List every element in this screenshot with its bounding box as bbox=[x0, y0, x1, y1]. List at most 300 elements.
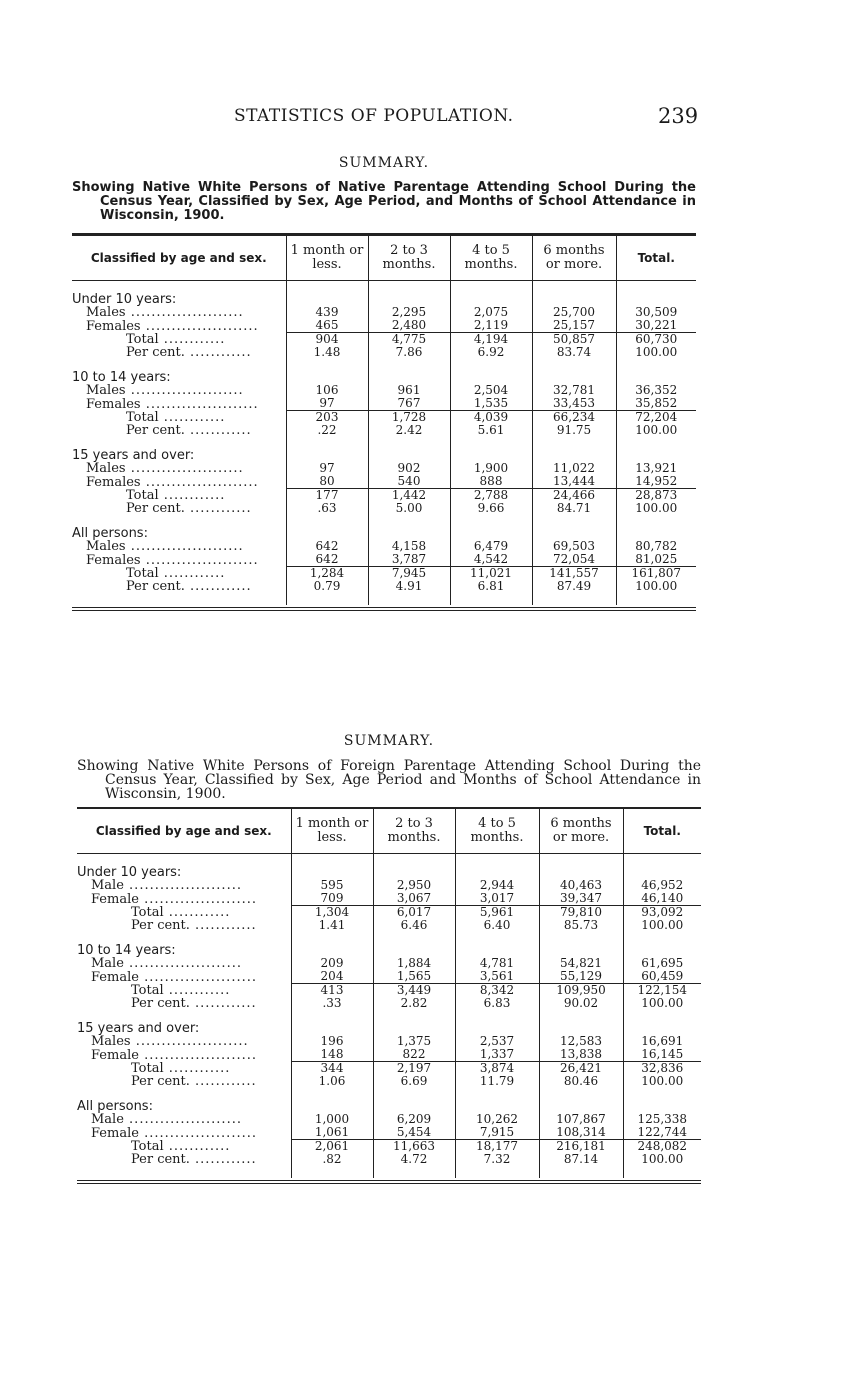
row-label-text: Total bbox=[126, 332, 159, 347]
row-label bbox=[77, 919, 291, 932]
spacer-cell bbox=[450, 437, 532, 449]
row-label bbox=[77, 879, 291, 892]
table-row bbox=[77, 1035, 701, 1048]
row-label bbox=[77, 1035, 291, 1048]
row-label-text: Total bbox=[126, 566, 159, 581]
table-row bbox=[77, 1048, 701, 1062]
table-cell: 4,039 bbox=[450, 411, 532, 425]
spacer-cell bbox=[291, 1010, 373, 1022]
table-cell: 4,775 bbox=[368, 333, 450, 347]
table-cell: 204 bbox=[291, 970, 373, 984]
table-cell: 3,561 bbox=[455, 970, 539, 984]
table-description: Showing Native White Persons of Foreign Parentage Attending School During the Census Year, Classified by Sex, Age Period and Months of School Attendance in Wisconsin, 1900. bbox=[77, 758, 701, 802]
table-row bbox=[72, 384, 696, 397]
table-cell: 2.42 bbox=[368, 424, 450, 437]
spacer-row bbox=[72, 515, 696, 527]
spacer-cell bbox=[368, 281, 450, 294]
table-cell: 106 bbox=[286, 384, 368, 397]
table-cell: 902 bbox=[368, 462, 450, 475]
table-cell: 3,787 bbox=[368, 553, 450, 567]
column-header: 1 month or less. bbox=[286, 236, 368, 281]
spacer-cell bbox=[373, 854, 455, 867]
table-cell: 465 bbox=[286, 319, 368, 333]
row-label-text: Per cent. bbox=[131, 1152, 190, 1167]
table-cell: 91.75 bbox=[532, 424, 616, 437]
row-label-text: Females bbox=[86, 474, 141, 490]
row-label-text: Total bbox=[126, 410, 159, 425]
leader-dots: ...................... bbox=[125, 305, 244, 320]
column-header: 2 to 3 months. bbox=[368, 236, 450, 281]
spacer-cell bbox=[539, 932, 623, 944]
spacer-cell bbox=[616, 437, 696, 449]
leader-dots: ............ bbox=[189, 1074, 257, 1089]
spacer-cell bbox=[532, 515, 616, 527]
data-table bbox=[72, 236, 696, 605]
row-label-text: Total bbox=[131, 983, 164, 998]
row-label-text: Female bbox=[91, 891, 139, 907]
table-cell: 60,730 bbox=[616, 333, 696, 347]
row-label-text: Total bbox=[131, 1061, 164, 1076]
spacer-cell bbox=[373, 1088, 455, 1100]
table-cell: 55,129 bbox=[539, 970, 623, 984]
table-cell: 100.00 bbox=[616, 346, 696, 359]
table-cell: 13,921 bbox=[616, 462, 696, 475]
table-cell: 12,583 bbox=[539, 1035, 623, 1048]
row-label-text: Per cent. bbox=[131, 1074, 190, 1089]
group-label: 15 years and over: bbox=[72, 448, 195, 463]
table-cell: 2,537 bbox=[455, 1035, 539, 1048]
row-label-text: Males bbox=[86, 305, 126, 320]
table-heading: SUMMARY. bbox=[338, 155, 430, 171]
table-cell: 11,663 bbox=[373, 1140, 455, 1154]
row-label-text: Female bbox=[91, 1125, 139, 1141]
row-label bbox=[72, 580, 286, 593]
row-label bbox=[77, 1062, 291, 1076]
spacer-cell bbox=[450, 359, 532, 371]
leader-dots: ............ bbox=[184, 423, 252, 438]
table-cell: 8,342 bbox=[455, 984, 539, 998]
leader-dots: ............ bbox=[189, 918, 257, 933]
table-cell: 16,691 bbox=[623, 1035, 701, 1048]
table-cell: 69,503 bbox=[532, 540, 616, 553]
column-header: Total. bbox=[623, 809, 701, 854]
spacer-cell bbox=[373, 932, 455, 944]
leader-dots: ...................... bbox=[123, 1112, 242, 1127]
row-label bbox=[77, 1140, 291, 1154]
table-cell: 7.86 bbox=[368, 346, 450, 359]
spacer-cell bbox=[368, 515, 450, 527]
percent-row bbox=[72, 502, 696, 515]
table-cell: 66,234 bbox=[532, 411, 616, 425]
data-table bbox=[77, 809, 701, 1178]
total-row bbox=[72, 333, 696, 347]
table-cell: 4,781 bbox=[455, 957, 539, 970]
page-header bbox=[0, 106, 859, 132]
column-header: 6 months or more. bbox=[532, 236, 616, 281]
total-row bbox=[72, 489, 696, 503]
spacer-cell bbox=[291, 1166, 373, 1178]
table-cell: 100.00 bbox=[616, 580, 696, 593]
row-label bbox=[72, 462, 286, 475]
table-cell: 2,480 bbox=[368, 319, 450, 333]
table-cell: .63 bbox=[286, 502, 368, 515]
row-label bbox=[72, 424, 286, 437]
table-cell: 2,119 bbox=[450, 319, 532, 333]
leader-dots: ...................... bbox=[138, 891, 257, 907]
row-label bbox=[72, 411, 286, 425]
table-cell: 709 bbox=[291, 892, 373, 906]
bottom-rule bbox=[72, 607, 696, 611]
row-label-text: Females bbox=[86, 552, 141, 568]
table-cell: 961 bbox=[368, 384, 450, 397]
row-label bbox=[72, 319, 286, 333]
table-cell: 141,557 bbox=[532, 567, 616, 581]
leader-dots: ...................... bbox=[125, 539, 244, 554]
table-cell: 2,197 bbox=[373, 1062, 455, 1076]
row-label-text: Males bbox=[91, 1034, 131, 1049]
bottom-rule bbox=[77, 1180, 701, 1184]
row-label bbox=[72, 540, 286, 553]
table-cell: 83.74 bbox=[532, 346, 616, 359]
table-cell: 344 bbox=[291, 1062, 373, 1076]
row-label-text: Total bbox=[131, 905, 164, 920]
percent-row bbox=[77, 919, 701, 932]
row-label bbox=[72, 567, 286, 581]
leader-dots: ...................... bbox=[123, 878, 242, 893]
table-cell: 1,442 bbox=[368, 489, 450, 503]
total-row bbox=[77, 984, 701, 998]
leader-dots: ............ bbox=[158, 566, 226, 581]
total-row bbox=[72, 567, 696, 581]
spacer-cell bbox=[286, 359, 368, 371]
spacer-cell bbox=[286, 515, 368, 527]
table-row bbox=[77, 957, 701, 970]
row-label bbox=[72, 502, 286, 515]
percent-row bbox=[77, 1075, 701, 1088]
row-label bbox=[77, 1126, 291, 1140]
table-cell: 33,453 bbox=[532, 397, 616, 411]
table-cell: 2,075 bbox=[450, 306, 532, 319]
row-label bbox=[77, 1048, 291, 1062]
spacer-cell bbox=[532, 359, 616, 371]
row-label-text: Per cent. bbox=[126, 501, 185, 516]
spacer-cell bbox=[539, 854, 623, 867]
leader-dots: ............ bbox=[158, 332, 226, 347]
table-cell: 72,204 bbox=[616, 411, 696, 425]
table-cell: 46,952 bbox=[623, 879, 701, 892]
total-row bbox=[77, 1062, 701, 1076]
leader-dots: ...................... bbox=[138, 1047, 257, 1063]
header-row bbox=[72, 236, 696, 281]
table-cell: 2,061 bbox=[291, 1140, 373, 1154]
table-cell: 11.79 bbox=[455, 1075, 539, 1088]
row-label-text: Male bbox=[91, 956, 124, 971]
table-cell: 1.48 bbox=[286, 346, 368, 359]
table-cell: 177 bbox=[286, 489, 368, 503]
table-cell: 1,535 bbox=[450, 397, 532, 411]
row-label bbox=[77, 1075, 291, 1088]
spacer-row bbox=[72, 593, 696, 605]
row-label-text: Males bbox=[86, 539, 126, 554]
row-label bbox=[77, 1113, 291, 1126]
table-cell: 30,221 bbox=[616, 319, 696, 333]
table-cell: 7.32 bbox=[455, 1153, 539, 1166]
table-cell: 60,459 bbox=[623, 970, 701, 984]
table-cell: 100.00 bbox=[623, 997, 701, 1010]
table-cell: 5,454 bbox=[373, 1126, 455, 1140]
table-cell: 18,177 bbox=[455, 1140, 539, 1154]
table-cell: 5,961 bbox=[455, 906, 539, 920]
table-cell: 767 bbox=[368, 397, 450, 411]
table-cell: 196 bbox=[291, 1035, 373, 1048]
row-label-header: Classified by age and sex. bbox=[72, 236, 286, 281]
table-cell: 80 bbox=[286, 475, 368, 489]
row-label-text: Per cent. bbox=[126, 423, 185, 438]
table-cell: 5.00 bbox=[368, 502, 450, 515]
row-label-text: Per cent. bbox=[126, 345, 185, 360]
table-cell: 11,022 bbox=[532, 462, 616, 475]
column-header: 6 months or more. bbox=[539, 809, 623, 854]
row-label bbox=[77, 970, 291, 984]
table-cell: 6.69 bbox=[373, 1075, 455, 1088]
leader-dots: ............ bbox=[184, 501, 252, 516]
spacer-cell bbox=[532, 281, 616, 294]
table-cell: 203 bbox=[286, 411, 368, 425]
table-cell: 216,181 bbox=[539, 1140, 623, 1154]
table-cell: 148 bbox=[291, 1048, 373, 1062]
table-cell: 2,504 bbox=[450, 384, 532, 397]
table-cell: 25,700 bbox=[532, 306, 616, 319]
table-cell: 1,284 bbox=[286, 567, 368, 581]
table-cell: 107,867 bbox=[539, 1113, 623, 1126]
spacer-cell bbox=[455, 854, 539, 867]
leader-dots: ............ bbox=[184, 345, 252, 360]
table-cell: 4.72 bbox=[373, 1153, 455, 1166]
table-cell: 7,945 bbox=[368, 567, 450, 581]
total-row bbox=[77, 1140, 701, 1154]
leader-dots: ............ bbox=[163, 905, 231, 920]
row-label-header: Classified by age and sex. bbox=[77, 809, 291, 854]
spacer-cell bbox=[450, 281, 532, 294]
table-cell: 100.00 bbox=[616, 424, 696, 437]
spacer-cell bbox=[623, 1088, 701, 1100]
table-cell: 46,140 bbox=[623, 892, 701, 906]
row-label bbox=[72, 397, 286, 411]
table-cell: 1,304 bbox=[291, 906, 373, 920]
column-header: 2 to 3 months. bbox=[373, 809, 455, 854]
group-label: All persons: bbox=[72, 526, 148, 541]
table-cell: 10,262 bbox=[455, 1113, 539, 1126]
table-cell: 9.66 bbox=[450, 502, 532, 515]
spacer-cell bbox=[532, 437, 616, 449]
spacer-cell bbox=[286, 281, 368, 294]
spacer-cell bbox=[539, 1166, 623, 1178]
table-cell: 100.00 bbox=[623, 1075, 701, 1088]
table-row bbox=[77, 970, 701, 984]
table-cell: 13,838 bbox=[539, 1048, 623, 1062]
leader-dots: ............ bbox=[163, 1139, 231, 1154]
table-cell: 16,145 bbox=[623, 1048, 701, 1062]
spacer-cell bbox=[623, 854, 701, 867]
percent-row bbox=[72, 580, 696, 593]
table-row bbox=[72, 462, 696, 475]
table-cell: 50,857 bbox=[532, 333, 616, 347]
table-cell: 1,900 bbox=[450, 462, 532, 475]
row-label-text: Total bbox=[126, 488, 159, 503]
row-label bbox=[77, 997, 291, 1010]
leader-dots: ............ bbox=[163, 983, 231, 998]
table-cell: .22 bbox=[286, 424, 368, 437]
spacer-cell bbox=[450, 515, 532, 527]
table-row bbox=[72, 553, 696, 567]
table-cell: 40,463 bbox=[539, 879, 623, 892]
row-label-text: Per cent. bbox=[131, 996, 190, 1011]
table-cell: 25,157 bbox=[532, 319, 616, 333]
table-cell: 209 bbox=[291, 957, 373, 970]
table-cell: 248,082 bbox=[623, 1140, 701, 1154]
row-label bbox=[72, 333, 286, 347]
table-cell: 540 bbox=[368, 475, 450, 489]
row-label bbox=[72, 306, 286, 319]
spacer-cell bbox=[616, 359, 696, 371]
table-cell: 642 bbox=[286, 540, 368, 553]
table-cell: 2,295 bbox=[368, 306, 450, 319]
leader-dots: ............ bbox=[158, 488, 226, 503]
spacer-cell bbox=[455, 1010, 539, 1022]
table-cell: 2,788 bbox=[450, 489, 532, 503]
table-cell: 6,479 bbox=[450, 540, 532, 553]
table-cell: 39,347 bbox=[539, 892, 623, 906]
leader-dots: ...................... bbox=[138, 1125, 257, 1141]
spacer-cell bbox=[286, 593, 368, 605]
table-cell: 4,542 bbox=[450, 553, 532, 567]
table-row bbox=[72, 475, 696, 489]
spacer-cell bbox=[291, 932, 373, 944]
table-cell: 81,025 bbox=[616, 553, 696, 567]
spacer-cell bbox=[539, 1088, 623, 1100]
row-label bbox=[77, 906, 291, 920]
table-cell: 5.61 bbox=[450, 424, 532, 437]
column-header: 4 to 5 months. bbox=[450, 236, 532, 281]
leader-dots: ...................... bbox=[138, 969, 257, 985]
table-cell: 28,873 bbox=[616, 489, 696, 503]
row-label-text: Female bbox=[91, 969, 139, 985]
table-cell: 888 bbox=[450, 475, 532, 489]
spacer-cell bbox=[373, 1010, 455, 1022]
table-cell: 13,444 bbox=[532, 475, 616, 489]
row-label-text: Females bbox=[86, 396, 141, 412]
table-cell: 6.83 bbox=[455, 997, 539, 1010]
table-cell: 3,067 bbox=[373, 892, 455, 906]
group-label: Under 10 years: bbox=[77, 865, 182, 880]
spacer-cell bbox=[291, 854, 373, 867]
group-label: 15 years and over: bbox=[77, 1021, 200, 1036]
total-row bbox=[77, 906, 701, 920]
percent-row bbox=[72, 346, 696, 359]
row-label-text: Male bbox=[91, 878, 124, 893]
leader-dots: ...................... bbox=[125, 383, 244, 398]
spacer-cell bbox=[455, 1166, 539, 1178]
table-row bbox=[72, 397, 696, 411]
table-cell: 100.00 bbox=[623, 1153, 701, 1166]
leader-dots: ...................... bbox=[140, 396, 259, 412]
table-cell: 439 bbox=[286, 306, 368, 319]
table-cell: 4,194 bbox=[450, 333, 532, 347]
table-cell: 904 bbox=[286, 333, 368, 347]
table-cell: 108,314 bbox=[539, 1126, 623, 1140]
table-heading: SUMMARY. bbox=[343, 733, 435, 749]
row-label-text: Per cent. bbox=[126, 579, 185, 594]
group-label: Under 10 years: bbox=[72, 292, 177, 307]
leader-dots: ............ bbox=[163, 1061, 231, 1076]
spacer-cell bbox=[532, 593, 616, 605]
spacer-cell bbox=[72, 593, 286, 605]
percent-row bbox=[77, 997, 701, 1010]
table-cell: 0.79 bbox=[286, 580, 368, 593]
row-label-text: Females bbox=[86, 318, 141, 334]
leader-dots: ...................... bbox=[130, 1034, 249, 1049]
spacer-cell bbox=[455, 932, 539, 944]
group-label: 10 to 14 years: bbox=[77, 943, 176, 958]
table-cell: 4,158 bbox=[368, 540, 450, 553]
table-cell: 87.49 bbox=[532, 580, 616, 593]
group-label: 10 to 14 years: bbox=[72, 370, 171, 385]
summary-table-foreign-parentage bbox=[77, 733, 701, 1184]
leader-dots: ............ bbox=[189, 996, 257, 1011]
spacer-cell bbox=[616, 281, 696, 294]
table-cell: 30,509 bbox=[616, 306, 696, 319]
row-label-text: Per cent. bbox=[131, 918, 190, 933]
table-cell: 1,061 bbox=[291, 1126, 373, 1140]
table-row bbox=[77, 1113, 701, 1126]
table-cell: 2,944 bbox=[455, 879, 539, 892]
table-cell: 595 bbox=[291, 879, 373, 892]
table-cell: 100.00 bbox=[623, 919, 701, 932]
row-label-text: Males bbox=[86, 461, 126, 476]
table-cell: 90.02 bbox=[539, 997, 623, 1010]
table-cell: 35,852 bbox=[616, 397, 696, 411]
leader-dots: ...................... bbox=[140, 552, 259, 568]
row-label bbox=[77, 892, 291, 906]
table-cell: .82 bbox=[291, 1153, 373, 1166]
table-cell: 125,338 bbox=[623, 1113, 701, 1126]
spacer-cell bbox=[368, 359, 450, 371]
row-label-text: Males bbox=[86, 383, 126, 398]
table-cell: 6.81 bbox=[450, 580, 532, 593]
spacer-cell bbox=[455, 1088, 539, 1100]
spacer-cell bbox=[623, 1010, 701, 1022]
spacer-cell bbox=[286, 437, 368, 449]
table-cell: 80.46 bbox=[539, 1075, 623, 1088]
table-cell: 1,337 bbox=[455, 1048, 539, 1062]
table-cell: 87.14 bbox=[539, 1153, 623, 1166]
table-cell: 84.71 bbox=[532, 502, 616, 515]
table-row bbox=[72, 306, 696, 319]
leader-dots: ............ bbox=[189, 1152, 257, 1167]
table-cell: 80,782 bbox=[616, 540, 696, 553]
spacer-cell bbox=[373, 1166, 455, 1178]
table-cell: 97 bbox=[286, 397, 368, 411]
table-cell: 2,950 bbox=[373, 879, 455, 892]
table-cell: 6,017 bbox=[373, 906, 455, 920]
table-cell: 3,017 bbox=[455, 892, 539, 906]
table-row bbox=[77, 892, 701, 906]
row-label bbox=[72, 553, 286, 567]
leader-dots: ...................... bbox=[123, 956, 242, 971]
row-label bbox=[72, 384, 286, 397]
table-cell: 6.92 bbox=[450, 346, 532, 359]
row-label bbox=[72, 475, 286, 489]
